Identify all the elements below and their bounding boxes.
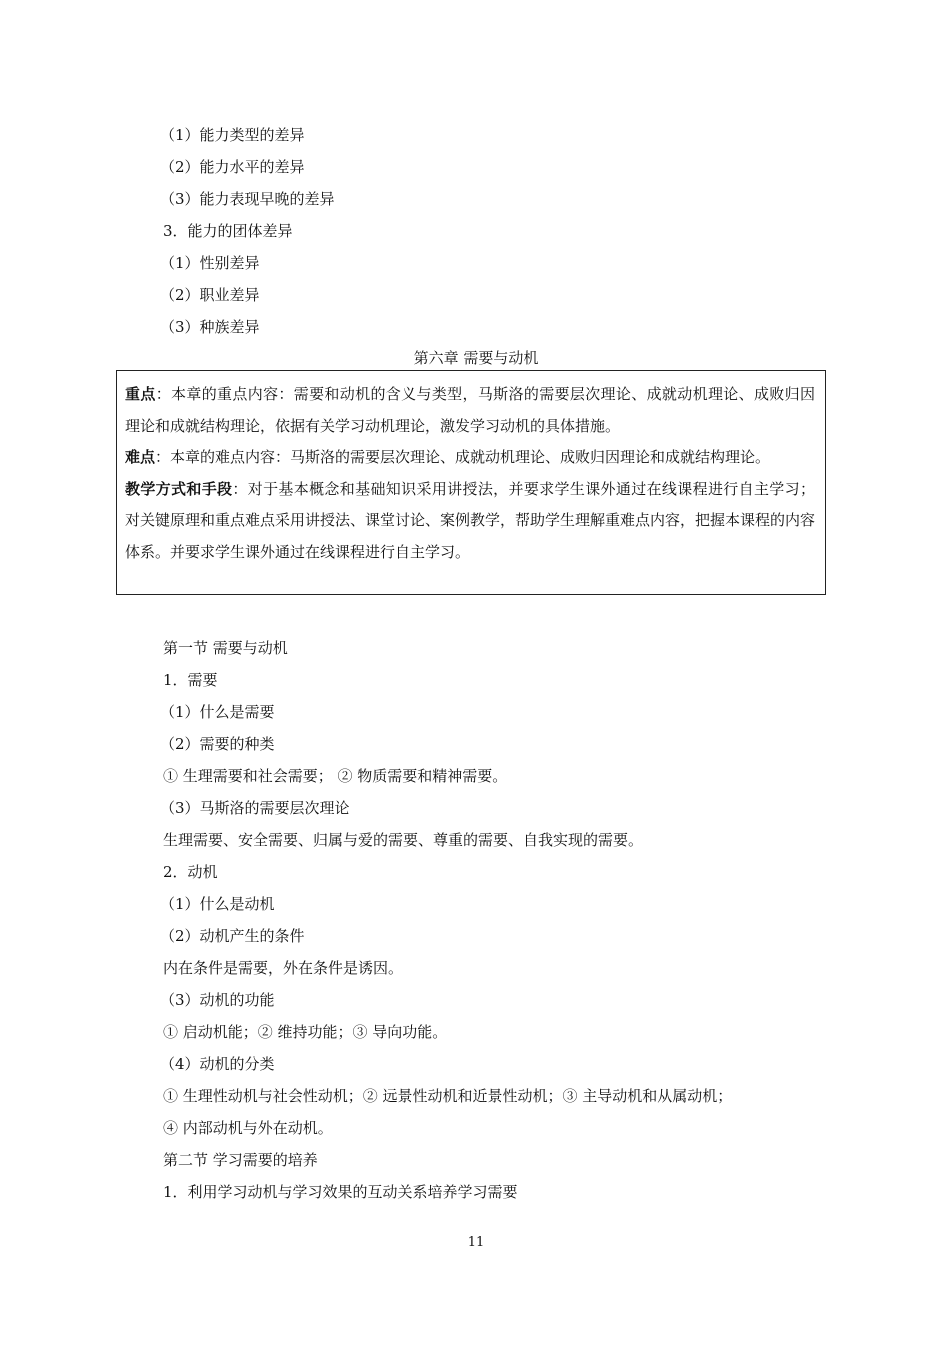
list-text: ④ 内部动机与外在动机。 <box>163 1119 333 1137</box>
list-heading: 3．能力的团体差异 <box>163 222 293 240</box>
list-item: （3）能力表现早晚的差异 <box>160 190 335 208</box>
chapter-title: 第六章 需要与动机 <box>413 349 539 367</box>
difficulties-text: ：本章的难点内容：马斯洛的需要层次理论、成就动机理论、成败归因理论和成就结构理论。 <box>155 448 771 466</box>
list-text: 生理需要、安全需要、归属与爱的需要、尊重的需要、自我实现的需要。 <box>163 831 644 849</box>
section-heading: 第一节 需要与动机 <box>163 639 288 657</box>
page-number: 11 <box>467 1235 485 1250</box>
list-heading: 2．动机 <box>163 863 218 881</box>
section-heading: 第二节 学习需要的培养 <box>163 1151 318 1169</box>
list-text: 内在条件是需要，外在条件是诱因。 <box>163 959 404 977</box>
list-text: ① 生理需要和社会需要； ② 物质需要和精神需要。 <box>163 767 508 785</box>
teaching-paragraph <box>125 474 815 569</box>
chapter-summary-box <box>116 370 826 595</box>
list-item: （2）职业差异 <box>160 286 260 304</box>
teaching-text: ：对于基本概念和基础知识采用讲授法，并要求学生课外通过在线课程进行自主学习；对关键原理和重点难点采用讲授法、课堂讨论、案例教学，帮助学生理解重难点内容，把握本课程的内容体系。并要求学生课外通过在线课程进行自主学习。 <box>125 479 816 561</box>
list-item: （3）马斯洛的需要层次理论 <box>160 799 350 817</box>
list-item: （2）需要的种类 <box>160 735 275 753</box>
list-text: ① 启动机能；② 维持功能；③ 导向功能。 <box>163 1023 448 1041</box>
list-item: （4）动机的分类 <box>160 1055 275 1073</box>
difficulties-label: 难点 <box>125 448 156 466</box>
list-item: （3）种族差异 <box>160 318 260 336</box>
list-heading: 1．利用学习动机与学习效果的互动关系培养学习需要 <box>163 1183 518 1201</box>
list-item: （1）性别差异 <box>160 254 260 272</box>
list-item: （2）能力水平的差异 <box>160 158 305 176</box>
list-item: （1）能力类型的差异 <box>160 126 305 144</box>
list-heading: 1．需要 <box>163 671 218 689</box>
key-points-paragraph <box>125 379 815 442</box>
list-item: （1）什么是动机 <box>160 895 275 913</box>
list-item: （3）动机的功能 <box>160 991 275 1009</box>
list-item: （2）动机产生的条件 <box>160 927 305 945</box>
difficulties-paragraph <box>125 442 815 474</box>
key-points-text: ：本章的重点内容：需要和动机的含义与类型，马斯洛的需要层次理论、成就动机理论、成败归因理论和成就结构理论，依据有关学习动机理论，激发学习动机的具体措施。 <box>125 385 815 435</box>
key-points-label: 重点 <box>125 385 156 403</box>
list-item: （1）什么是需要 <box>160 703 275 721</box>
list-text: ① 生理性动机与社会性动机；② 远景性动机和近景性动机；③ 主导动机和从属动机； <box>163 1087 733 1105</box>
teaching-label: 教学方式和手段 <box>125 479 233 498</box>
